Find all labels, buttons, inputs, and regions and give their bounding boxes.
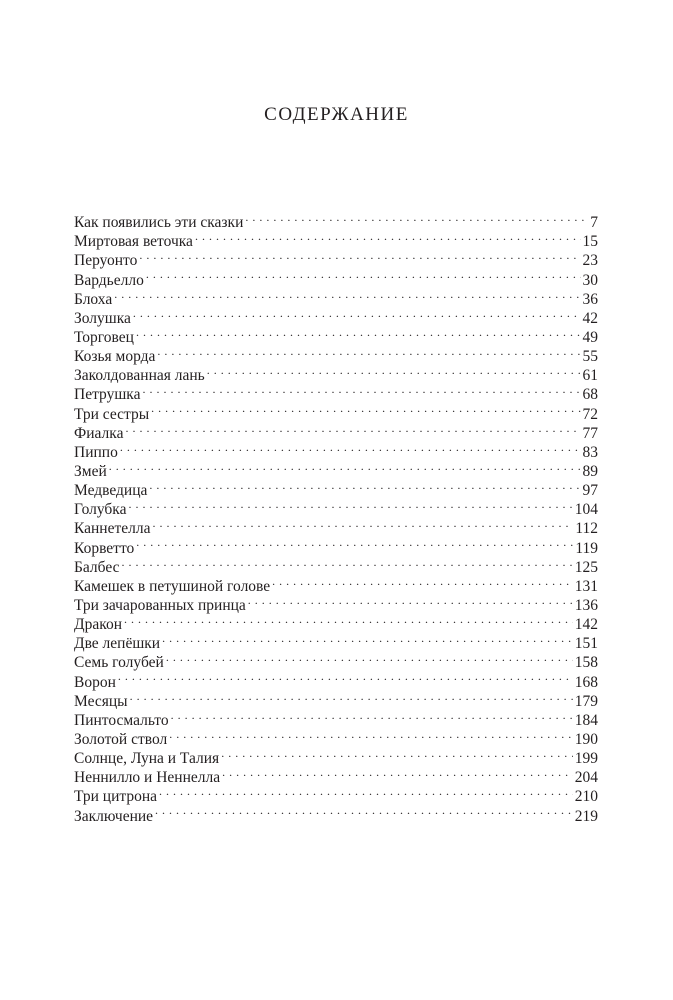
toc-entry-title: Миртовая веточка	[74, 233, 193, 251]
toc-entry-title: Каннетелла	[74, 520, 151, 538]
toc-entry-title: Камешек в петушиной голове	[74, 577, 271, 595]
toc-dot-leader	[109, 457, 581, 476]
toc-page-number: 36	[582, 290, 598, 308]
toc-dot-leader	[272, 572, 573, 591]
toc-entry[interactable]	[74, 419, 598, 442]
toc-entry[interactable]	[74, 380, 598, 404]
toc-page-number: 125	[574, 558, 598, 576]
toc-dot-leader	[149, 476, 580, 495]
toc-entry-title: Змей	[74, 462, 107, 480]
toc-dot-leader	[121, 553, 572, 572]
toc-dot-leader	[142, 380, 580, 399]
toc-page-number: 151	[574, 635, 598, 653]
toc-entry-title: Вардьелло	[74, 271, 144, 289]
toc-dot-leader	[195, 227, 581, 246]
toc-entry[interactable]	[74, 514, 598, 538]
toc-entry-title: Три цитрона	[74, 788, 158, 806]
toc-entry[interactable]	[74, 457, 598, 480]
toc-page-number: 83	[582, 443, 598, 461]
toc-entry-title: Как появились эти сказки	[74, 214, 244, 232]
toc-entry[interactable]	[74, 304, 598, 327]
toc-entry-title: Козья морда	[74, 348, 156, 366]
toc-page-number: 89	[582, 462, 598, 480]
toc-dot-leader	[130, 687, 573, 706]
toc-dot-leader	[124, 610, 573, 629]
toc-dot-leader	[159, 782, 573, 801]
toc-page-number: 204	[574, 769, 598, 787]
toc-page-number: 190	[574, 730, 598, 748]
toc-entry[interactable]	[74, 706, 598, 729]
toc-entry[interactable]	[74, 553, 598, 576]
toc-entry-title: Заколдованная лань	[74, 367, 205, 385]
toc-entry-title: Перуонто	[74, 252, 138, 270]
toc-entry[interactable]	[74, 629, 598, 653]
toc-entry-title: Заключение	[74, 807, 154, 825]
toc-dot-leader	[133, 304, 581, 323]
toc-entry[interactable]	[74, 667, 598, 691]
toc-entry-title: Фиалка	[74, 424, 124, 442]
toc-entry[interactable]	[74, 342, 598, 366]
toc-page-number: 112	[575, 520, 598, 538]
toc-entry[interactable]	[74, 285, 598, 308]
toc-entry[interactable]	[74, 687, 598, 710]
toc-dot-leader	[129, 495, 573, 514]
toc-entry[interactable]	[74, 399, 598, 423]
toc-entry-title: Две лепёшки	[74, 635, 161, 653]
toc-dot-leader	[153, 514, 574, 533]
toc-entry[interactable]	[74, 323, 598, 346]
toc-entry-title: Золотой ствол	[74, 730, 168, 748]
toc-entry-title: Корветто	[74, 539, 135, 557]
toc-entry-title: Пиппо	[74, 443, 118, 461]
toc-entry-title: Дракон	[74, 616, 122, 634]
toc-entry-title: Солнце, Луна и Талия	[74, 750, 220, 768]
toc-page-number: 219	[574, 807, 598, 825]
toc-page-number: 55	[582, 348, 598, 366]
toc-page-number: 61	[582, 367, 598, 385]
toc-entry-title: Голубка	[74, 501, 127, 519]
toc-entry[interactable]	[74, 495, 598, 519]
toc-dot-leader	[166, 648, 573, 667]
toc-page-number: 199	[574, 750, 598, 768]
toc-page-number: 68	[582, 386, 598, 404]
toc-dot-leader	[162, 629, 573, 648]
toc-page-number: 136	[574, 596, 598, 614]
toc-page-number: 104	[574, 501, 598, 519]
toc-entry[interactable]	[74, 265, 598, 289]
toc-entry[interactable]	[74, 533, 598, 557]
toc-page-number: 119	[575, 539, 598, 557]
toc-page-number: 179	[574, 692, 598, 710]
toc-dot-leader	[207, 361, 581, 380]
toc-page-number: 142	[574, 616, 598, 634]
toc-entry-title: Семь голубей	[74, 654, 164, 672]
toc-page-number: 210	[574, 788, 598, 806]
toc-dot-leader	[120, 438, 581, 457]
toc-entry-title: Пинтосмальто	[74, 711, 169, 729]
toc-dot-leader	[222, 763, 573, 782]
toc-page-number: 77	[582, 424, 598, 442]
toc-page-number: 49	[582, 328, 598, 346]
table-of-contents	[74, 208, 598, 825]
toc-entry-title: Золушка	[74, 309, 131, 327]
toc-page-number: 131	[574, 577, 598, 595]
toc-page-number: 15	[582, 233, 598, 251]
toc-dot-leader	[221, 744, 573, 763]
toc-dot-leader	[125, 419, 580, 438]
toc-entry-title: Блоха	[74, 290, 113, 308]
toc-dot-leader	[248, 591, 573, 610]
toc-dot-leader	[139, 246, 580, 265]
toc-entry[interactable]	[74, 246, 598, 270]
toc-dot-leader	[136, 323, 581, 342]
toc-entry-title: Неннилло и Неннелла	[74, 769, 221, 787]
page-title: СОДЕРЖАНИЕ	[264, 104, 409, 125]
toc-entry[interactable]	[74, 610, 598, 634]
toc-dot-leader	[157, 342, 580, 361]
toc-entry[interactable]	[74, 476, 598, 500]
toc-page-number: 158	[574, 654, 598, 672]
toc-dot-leader	[136, 533, 573, 552]
toc-page-number: 184	[574, 711, 598, 729]
toc-page-number: 168	[574, 673, 598, 691]
toc-page-number: 42	[582, 309, 598, 327]
toc-entry-title: Балбес	[74, 558, 120, 576]
toc-page-number: 23	[582, 252, 598, 270]
toc-dot-leader	[155, 801, 573, 820]
toc-entry-title: Торговец	[74, 328, 134, 346]
toc-entry-title: Месяцы	[74, 692, 128, 710]
toc-dot-leader	[146, 265, 581, 284]
toc-entry-title: Три зачарованных принца	[74, 596, 246, 614]
toc-entry[interactable]	[74, 572, 598, 595]
toc-dot-leader	[118, 667, 573, 686]
toc-dot-leader	[245, 208, 588, 227]
toc-dot-leader	[171, 706, 573, 725]
toc-entry-title: Петрушка	[74, 386, 141, 404]
toc-entry-title: Ворон	[74, 673, 116, 691]
toc-page-number: 97	[582, 482, 598, 500]
toc-page-number: 7	[590, 214, 598, 232]
toc-entry[interactable]	[74, 208, 598, 232]
toc-page-number: 30	[582, 271, 598, 289]
toc-dot-leader	[114, 285, 580, 304]
toc-entry[interactable]	[74, 438, 598, 461]
toc-page-number: 72	[582, 405, 598, 423]
toc-dot-leader	[151, 399, 580, 418]
toc-entry-title: Медведица	[74, 482, 148, 500]
toc-entry-title: Три сестры	[74, 405, 150, 423]
toc-dot-leader	[169, 725, 573, 744]
